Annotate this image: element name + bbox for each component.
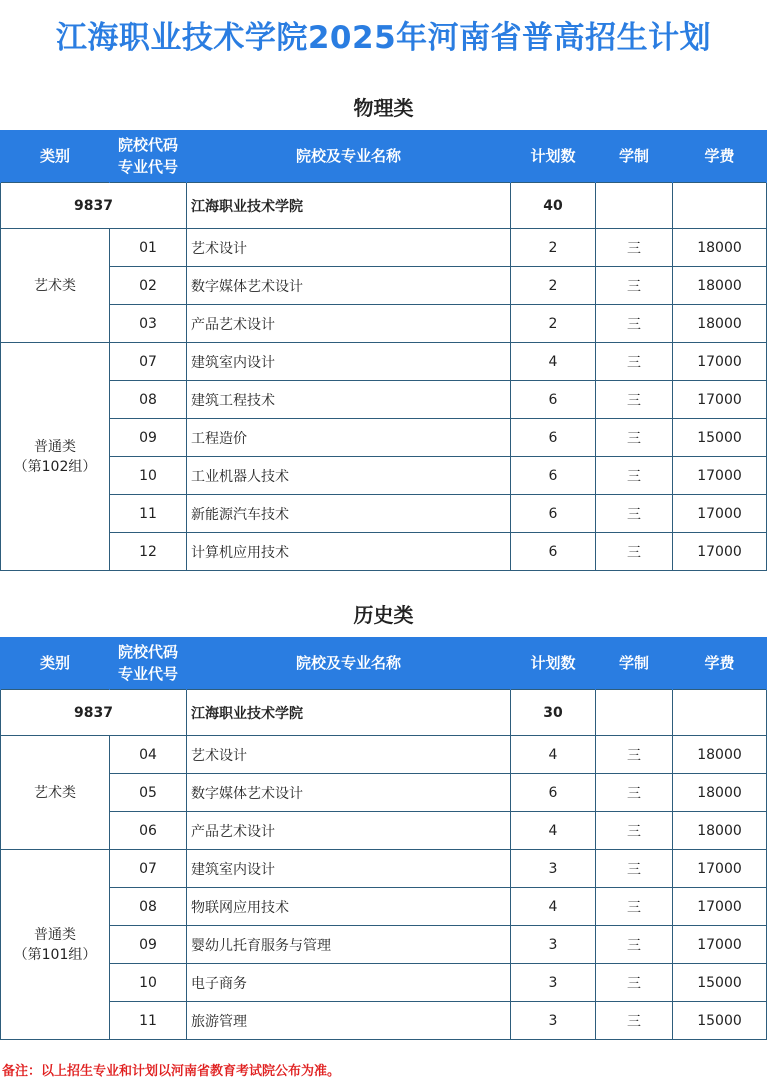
header-plan: 计划数 xyxy=(511,637,596,690)
major-name: 物联网应用技术 xyxy=(187,888,511,926)
table-row xyxy=(1,736,767,774)
table-row xyxy=(1,381,767,419)
table-row xyxy=(1,926,767,964)
category-label: 普通类 xyxy=(34,926,76,943)
tuition-fee: 18000 xyxy=(673,305,767,343)
history-plan-table xyxy=(0,637,767,1040)
study-years: 三 xyxy=(596,267,673,305)
header-years: 学制 xyxy=(596,637,673,690)
major-name: 建筑室内设计 xyxy=(187,343,511,381)
plan-count: 6 xyxy=(511,381,596,419)
major-name: 数字媒体艺术设计 xyxy=(187,267,511,305)
major-code: 11 xyxy=(110,1002,187,1040)
header-code xyxy=(110,130,187,183)
physics-plan-table xyxy=(0,130,767,571)
major-name: 婴幼儿托育服务与管理 xyxy=(187,926,511,964)
study-years: 三 xyxy=(596,850,673,888)
major-name: 艺术设计 xyxy=(187,229,511,267)
tuition-fee: 15000 xyxy=(673,419,767,457)
table-row xyxy=(1,267,767,305)
study-years: 三 xyxy=(596,419,673,457)
page-title: 江海职业技术学院2025年河南省普高招生计划 xyxy=(55,20,712,56)
plan-count: 2 xyxy=(511,229,596,267)
school-row xyxy=(1,690,767,736)
major-name: 建筑工程技术 xyxy=(187,381,511,419)
tuition-fee: 18000 xyxy=(673,229,767,267)
school-name: 江海职业技术学院 xyxy=(187,183,511,229)
tuition-fee: 18000 xyxy=(673,736,767,774)
major-code: 10 xyxy=(110,457,187,495)
header-code-line1: 院校代码 xyxy=(117,643,178,661)
major-code: 09 xyxy=(110,926,187,964)
major-name: 工业机器人技术 xyxy=(187,457,511,495)
school-years xyxy=(596,183,673,229)
header-category: 类别 xyxy=(1,130,110,183)
category-cell xyxy=(1,229,110,343)
school-code: 9837 xyxy=(1,183,187,229)
study-years: 三 xyxy=(596,305,673,343)
category-label: 普通类 xyxy=(34,438,76,455)
table-header-row xyxy=(1,130,767,183)
table-row xyxy=(1,774,767,812)
study-years: 三 xyxy=(596,774,673,812)
tuition-fee: 18000 xyxy=(673,774,767,812)
major-code: 09 xyxy=(110,419,187,457)
plan-count: 4 xyxy=(511,812,596,850)
header-category: 类别 xyxy=(1,637,110,690)
study-years: 三 xyxy=(596,926,673,964)
school-code: 9837 xyxy=(1,690,187,736)
header-code-line1: 院校代码 xyxy=(117,136,178,154)
header-years: 学制 xyxy=(596,130,673,183)
school-fee xyxy=(673,183,767,229)
header-fee: 学费 xyxy=(673,637,767,690)
header-name: 院校及专业名称 xyxy=(187,130,511,183)
school-plan-count: 40 xyxy=(511,183,596,229)
major-code: 07 xyxy=(110,850,187,888)
category-label: 艺术类 xyxy=(34,277,76,294)
section-title-history: 历史类 xyxy=(353,603,414,627)
study-years: 三 xyxy=(596,1002,673,1040)
major-name: 数字媒体艺术设计 xyxy=(187,774,511,812)
major-code: 03 xyxy=(110,305,187,343)
study-years: 三 xyxy=(596,457,673,495)
header-plan: 计划数 xyxy=(511,130,596,183)
table-row xyxy=(1,343,767,381)
major-name: 产品艺术设计 xyxy=(187,305,511,343)
plan-count: 2 xyxy=(511,267,596,305)
table-row xyxy=(1,533,767,571)
major-name: 旅游管理 xyxy=(187,1002,511,1040)
major-name: 计算机应用技术 xyxy=(187,533,511,571)
study-years: 三 xyxy=(596,229,673,267)
major-code: 05 xyxy=(110,774,187,812)
header-code-line2: 专业代号 xyxy=(117,665,178,683)
plan-count: 6 xyxy=(511,774,596,812)
major-code: 01 xyxy=(110,229,187,267)
study-years: 三 xyxy=(596,381,673,419)
tuition-fee: 17000 xyxy=(673,495,767,533)
school-years xyxy=(596,690,673,736)
category-cell xyxy=(1,343,110,571)
study-years: 三 xyxy=(596,736,673,774)
study-years: 三 xyxy=(596,343,673,381)
tuition-fee: 17000 xyxy=(673,850,767,888)
major-code: 11 xyxy=(110,495,187,533)
major-code: 12 xyxy=(110,533,187,571)
table-body xyxy=(1,183,767,571)
tuition-fee: 18000 xyxy=(673,267,767,305)
major-code: 10 xyxy=(110,964,187,1002)
tuition-fee: 17000 xyxy=(673,381,767,419)
section-title-physics: 物理类 xyxy=(353,96,414,120)
tuition-fee: 17000 xyxy=(673,926,767,964)
header-code xyxy=(110,637,187,690)
tuition-fee: 15000 xyxy=(673,964,767,1002)
study-years: 三 xyxy=(596,495,673,533)
plan-count: 3 xyxy=(511,926,596,964)
table-row xyxy=(1,1002,767,1040)
major-name: 建筑室内设计 xyxy=(187,850,511,888)
study-years: 三 xyxy=(596,964,673,1002)
category-group: （第101组） xyxy=(13,946,97,963)
table-row xyxy=(1,888,767,926)
study-years: 三 xyxy=(596,888,673,926)
plan-count: 6 xyxy=(511,533,596,571)
category-cell xyxy=(1,736,110,850)
major-code: 04 xyxy=(110,736,187,774)
plan-count: 6 xyxy=(511,457,596,495)
table-header-row xyxy=(1,637,767,690)
tuition-fee: 17000 xyxy=(673,457,767,495)
category-label: 艺术类 xyxy=(34,784,76,801)
study-years: 三 xyxy=(596,812,673,850)
study-years: 三 xyxy=(596,533,673,571)
table-row xyxy=(1,495,767,533)
plan-count: 3 xyxy=(511,964,596,1002)
category-group: （第102组） xyxy=(13,458,97,475)
category-cell xyxy=(1,850,110,1040)
tuition-fee: 15000 xyxy=(673,1002,767,1040)
table-row xyxy=(1,457,767,495)
tuition-fee: 17000 xyxy=(673,533,767,571)
table-row xyxy=(1,229,767,267)
table-body xyxy=(1,690,767,1040)
plan-count: 6 xyxy=(511,419,596,457)
plan-count: 4 xyxy=(511,343,596,381)
school-name: 江海职业技术学院 xyxy=(187,690,511,736)
major-name: 产品艺术设计 xyxy=(187,812,511,850)
plan-count: 3 xyxy=(511,1002,596,1040)
major-name: 工程造价 xyxy=(187,419,511,457)
table-row xyxy=(1,305,767,343)
plan-count: 4 xyxy=(511,888,596,926)
school-plan-count: 30 xyxy=(511,690,596,736)
major-name: 艺术设计 xyxy=(187,736,511,774)
tuition-fee: 17000 xyxy=(673,343,767,381)
header-name: 院校及专业名称 xyxy=(187,637,511,690)
table-row xyxy=(1,964,767,1002)
major-name: 新能源汽车技术 xyxy=(187,495,511,533)
plan-count: 2 xyxy=(511,305,596,343)
major-code: 08 xyxy=(110,381,187,419)
major-code: 02 xyxy=(110,267,187,305)
table-row xyxy=(1,812,767,850)
table-row xyxy=(1,419,767,457)
tuition-fee: 17000 xyxy=(673,888,767,926)
major-code: 07 xyxy=(110,343,187,381)
header-code-line2: 专业代号 xyxy=(117,158,178,176)
tuition-fee: 18000 xyxy=(673,812,767,850)
table-row xyxy=(1,850,767,888)
header-fee: 学费 xyxy=(673,130,767,183)
remark-note: 备注：以上招生专业和计划以河南省教育考试院公布为准。 xyxy=(2,1064,341,1079)
plan-count: 6 xyxy=(511,495,596,533)
major-name: 电子商务 xyxy=(187,964,511,1002)
major-code: 06 xyxy=(110,812,187,850)
major-code: 08 xyxy=(110,888,187,926)
plan-count: 3 xyxy=(511,850,596,888)
school-fee xyxy=(673,690,767,736)
school-row xyxy=(1,183,767,229)
plan-count: 4 xyxy=(511,736,596,774)
